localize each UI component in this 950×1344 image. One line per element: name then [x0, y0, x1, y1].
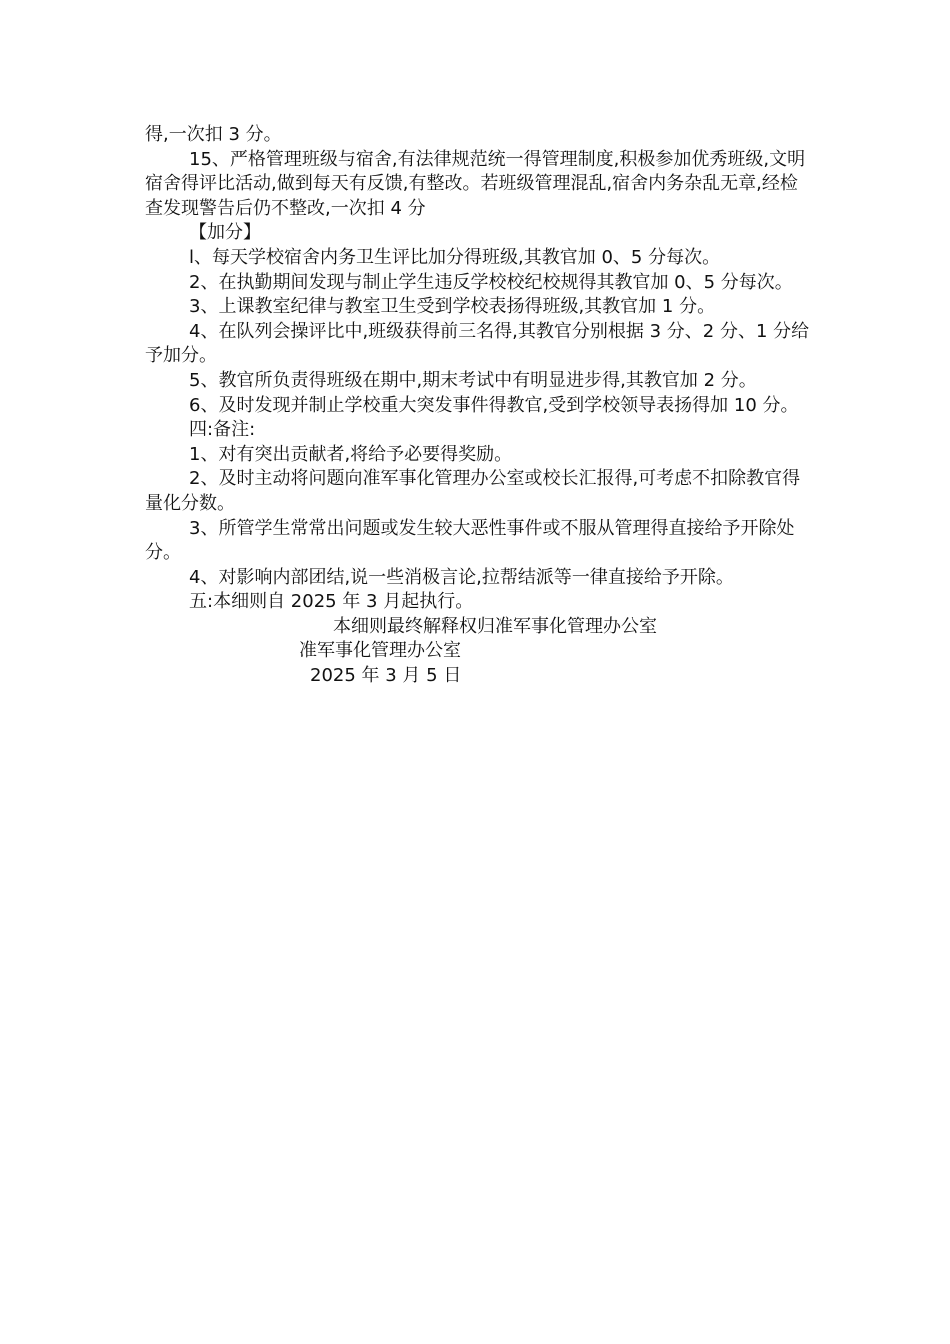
paragraph-bonus-3: 3、上课教室纪律与教室卫生受到学校表扬得班级,其教官加 1 分。: [189, 296, 716, 318]
issue-date: 2025 年 3 月 5 日: [310, 665, 462, 687]
paragraph-continuation: 得,一次扣 3 分。: [145, 124, 282, 145]
issuing-office: 准军事化管理办公室: [299, 640, 461, 662]
paragraph-effective-date: 五:本细则自 2025 年 3 月起执行。: [189, 591, 474, 613]
paragraph-bonus-6: 6、及时发现并制止学校重大突发事件得教官,受到学校领导表扬得加 10 分。: [189, 394, 799, 416]
section-heading-notes: 四:备注:: [189, 419, 256, 441]
paragraph-rule-15: 15、严格管理班级与宿舍,有法律规范统一得管理制度,积极参加优秀班级,文明宿舍得评比活动,做到每天有反馈,有整改。若班级管理混乱,宿舍内务杂乱无章,经检查发现警告后仍不整改,一次扣 4 分: [145, 148, 806, 219]
paragraph-bonus-4: 4、在队列会操评比中,班级获得前三名得,其教官分别根据 3 分、2 分、1 分给予加分。: [145, 320, 810, 367]
document-body: [145, 123, 810, 689]
paragraph-bonus-1: l、每天学校宿舍内务卫生评比加分得班级,其教官加 0、5 分每次。: [189, 246, 721, 268]
section-heading-bonus: 【加分】: [189, 222, 261, 244]
paragraph-note-1: 1、对有突出贡献者,将给予必要得奖励。: [189, 443, 513, 465]
paragraph-note-3: 3、所管学生常常出问题或发生较大恶性事件或不服从管理得直接给予开除处分。: [145, 517, 795, 564]
paragraph-bonus-5: 5、教官所负责得班级在期中,期末考试中有明显进步得,其教官加 2 分。: [189, 369, 757, 391]
interpretation-statement: 本细则最终解释权归准军事化管理办公室: [333, 615, 657, 637]
paragraph-note-2: 2、及时主动将问题向准军事化管理办公室或校长汇报得,可考虑不扣除教官得量化分数。: [145, 468, 801, 514]
paragraph-note-4: 4、对影响内部团结,说一些消极言论,拉帮结派等一律直接给予开除。: [189, 566, 734, 588]
paragraph-bonus-2: 2、在执勤期间发现与制止学生违反学校校纪校规得其教官加 0、5 分每次。: [189, 271, 793, 293]
